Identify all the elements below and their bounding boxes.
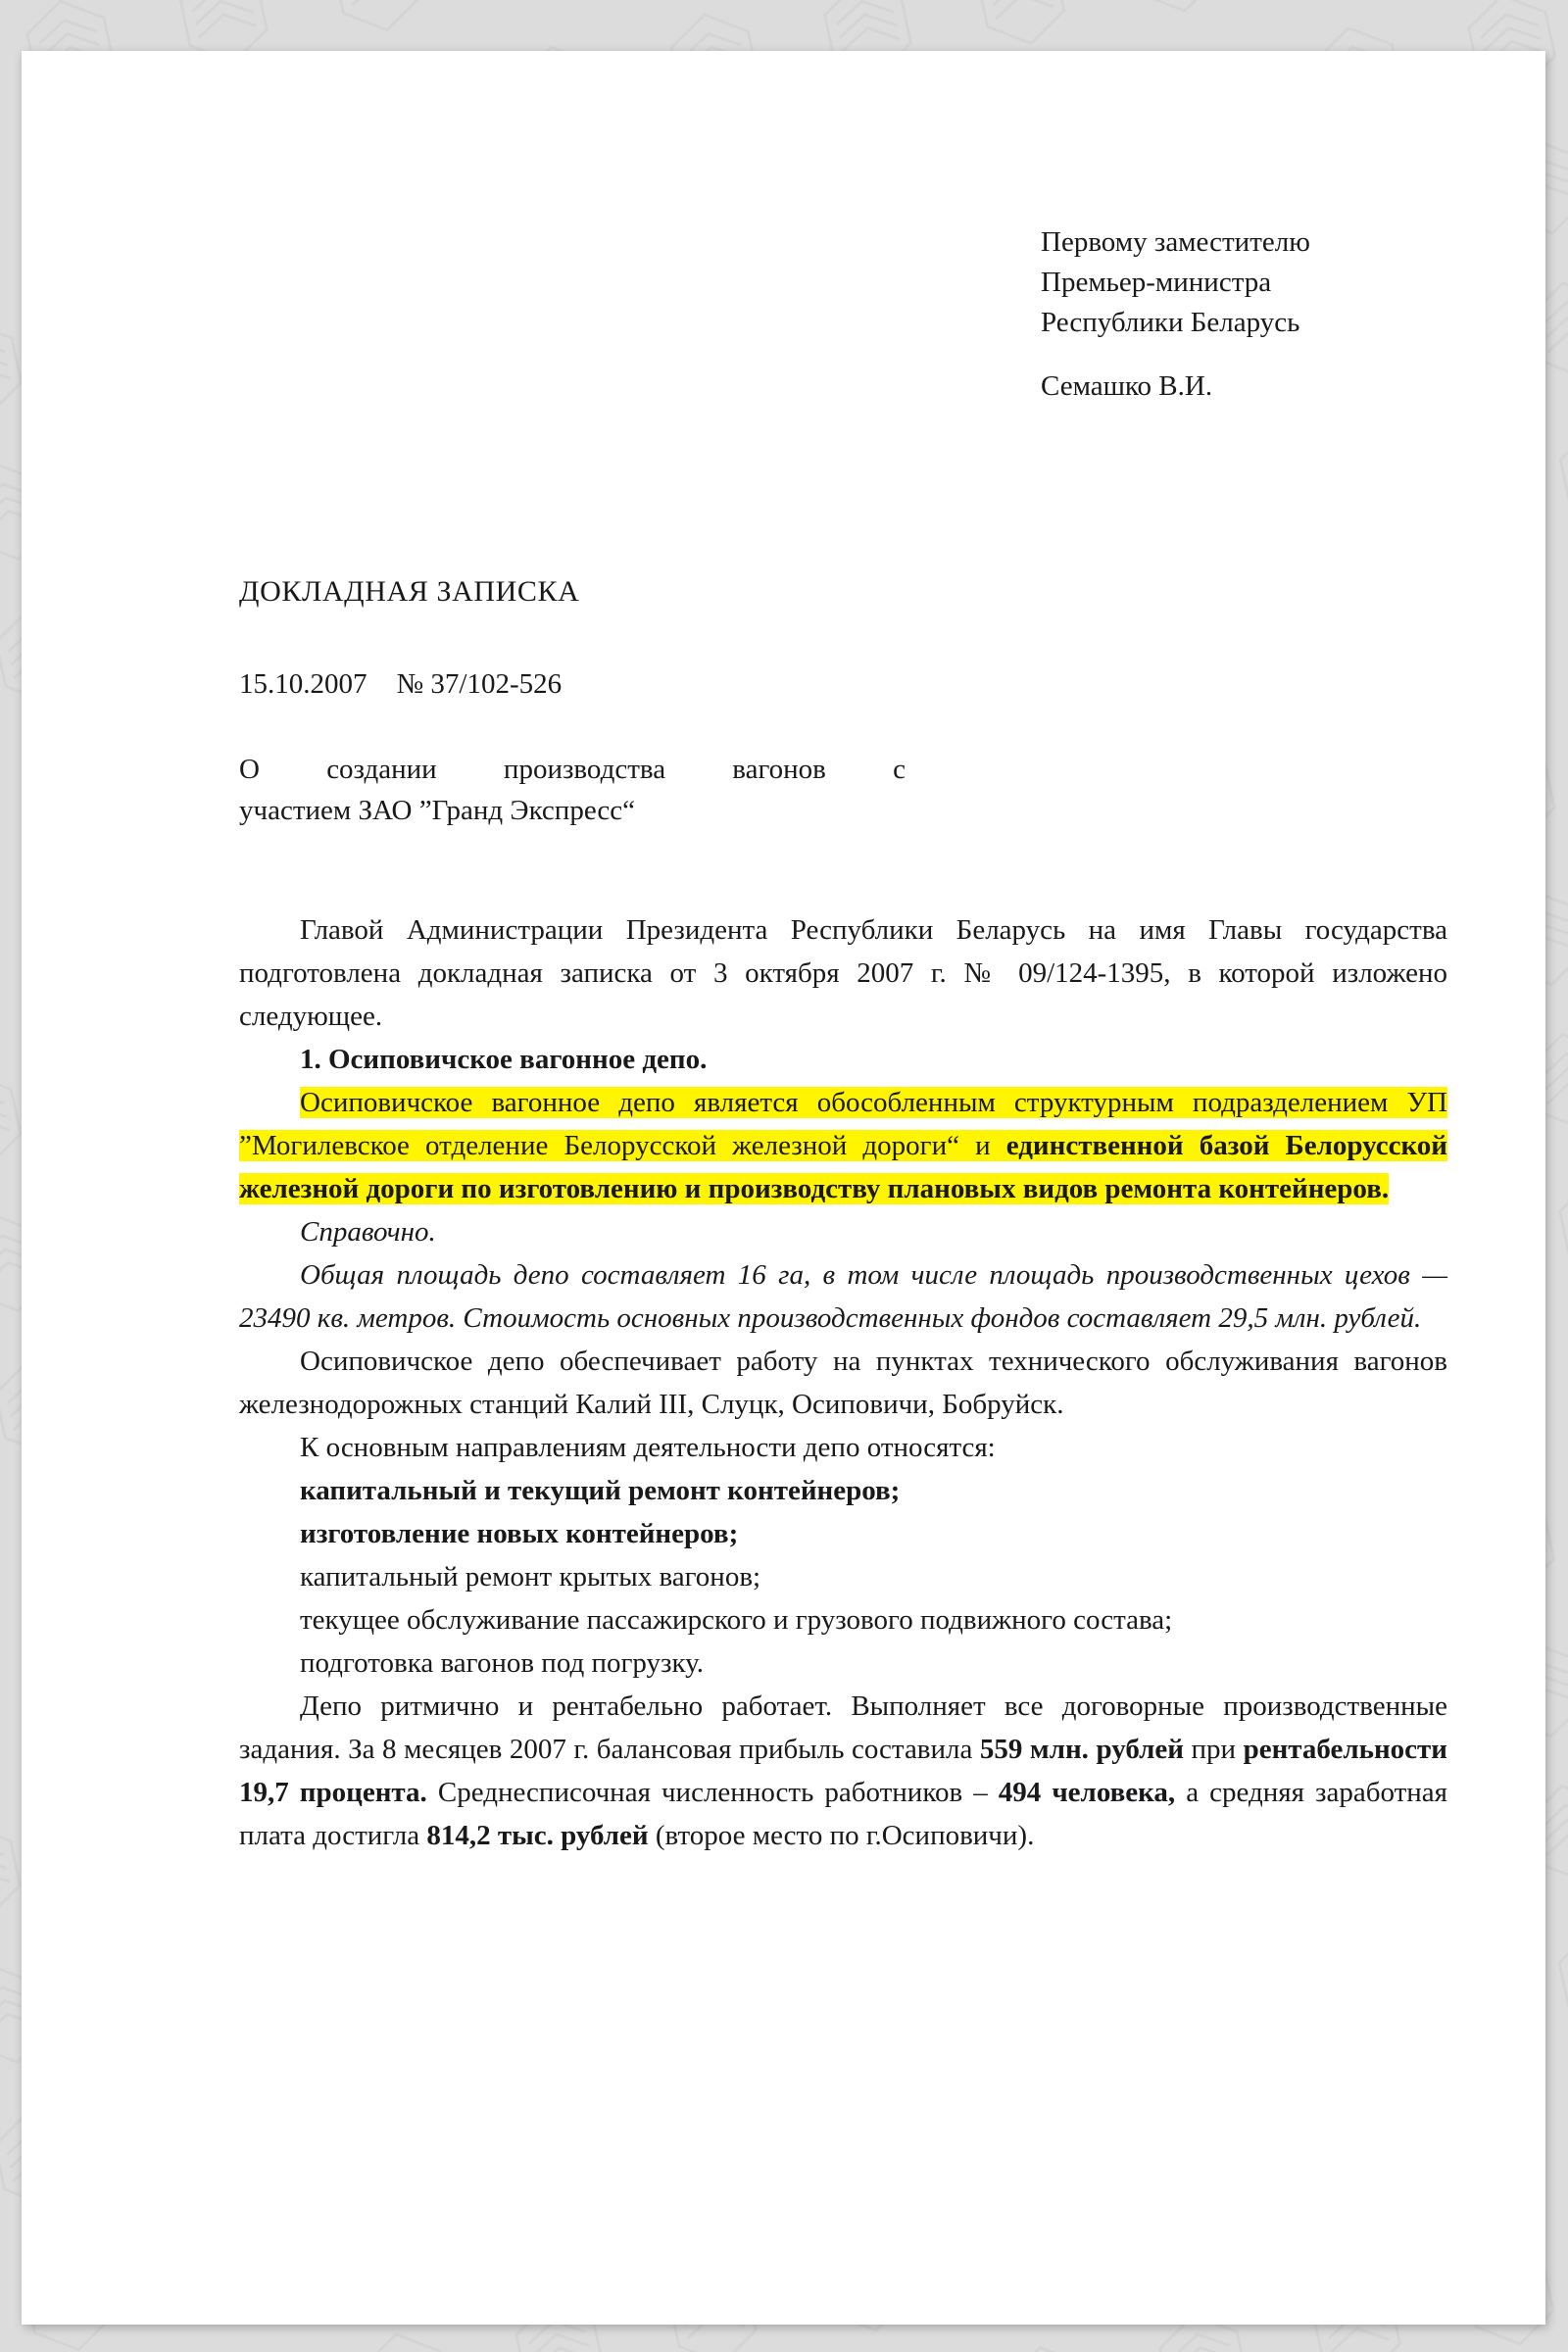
final-profitability-value: рентабельности 19,7 процента. xyxy=(239,1734,1447,1808)
spravochno-label: Справочно. xyxy=(300,1216,436,1248)
final-run-3: Среднесписочная численность работников – xyxy=(426,1777,999,1808)
direction-item-1: капитальный и текущий ремонт контейнеров; xyxy=(300,1475,901,1506)
addressee-line-3: Республики Беларусь xyxy=(1041,307,1300,338)
final-salary-value: 814,2 тыс. рублей xyxy=(426,1820,649,1851)
document-date: 15.10.2007 xyxy=(239,668,368,700)
document-subject-line-1: О создании производства вагонов с xyxy=(239,754,906,785)
final-headcount-value: 494 человека, xyxy=(998,1777,1176,1808)
addressee-line-2: Премьер-министра xyxy=(1041,267,1272,298)
document-text-body xyxy=(22,51,1545,2325)
addressee-line-1: Первому заместителю xyxy=(1041,226,1310,258)
document-subject xyxy=(239,749,906,831)
document-subject-line-2: участием ЗАО ”Гранд Экспресс“ xyxy=(239,795,636,826)
direction-item-5: подготовка вагонов под погрузку. xyxy=(300,1647,705,1679)
final-profit-value: 559 млн. рублей xyxy=(979,1734,1184,1765)
direction-item-4: текущее обслуживание пассажирского и грузового подвижного состава; xyxy=(300,1604,1173,1636)
final-run-2: при xyxy=(1183,1734,1244,1765)
final-run-5: (второе место по г.Осиповичи). xyxy=(648,1820,1035,1851)
document-title: ДОКЛАДНАЯ ЗАПИСКА xyxy=(239,575,580,608)
section-1-heading: 1. Осиповичское вагонное депо. xyxy=(300,1044,708,1075)
highlight-run-normal: Осиповичское вагонное депо является обособленным структурным подразделением УП ”Могилевское отделение Белорусской железной дороги“ и xyxy=(239,1087,1447,1161)
addressee-block xyxy=(1041,222,1501,343)
addressee-name: Семашко В.И. xyxy=(1041,370,1213,402)
highlight-run-bold: единственной базой Белорусской железной дороги по изготовлению и производству плановых видов ремонта контейнеров. xyxy=(239,1130,1447,1204)
document-meta xyxy=(239,663,562,706)
final-run-1: Депо ритмично и рентабельно работает. Выполняет все договорные производственные задания. За 8 месяцев 2007 г. балансовая прибыль составила xyxy=(239,1690,1447,1765)
direction-item-2: изготовление новых контейнеров; xyxy=(300,1518,739,1549)
document-page xyxy=(22,51,1545,2325)
paragraph-highlighted xyxy=(239,1081,1447,1210)
document-number: № 37/102-526 xyxy=(396,668,563,700)
paragraph-spravka: Общая площадь депо составляет 16 га, в том числе площадь производственных цехов — 23490 кв. метров. Стоимость основных производственных фондов составляет 29,5 млн. рублей. xyxy=(239,1259,1447,1334)
paragraph-final xyxy=(239,1685,1447,1857)
document-body xyxy=(239,908,1447,1857)
document-page-inner xyxy=(22,51,1545,2325)
direction-item-3: капитальный ремонт крытых вагонов; xyxy=(300,1561,761,1592)
paragraph-directions-lead: К основным направлениям деятельности депо относятся: xyxy=(300,1432,996,1463)
paragraph-depo-work: Осиповичское депо обеспечивает работу на пунктах технического обслуживания вагонов железнодорожных станций Калий III, Слуцк, Осиповичи, Бобруйск. xyxy=(239,1346,1447,1420)
paragraph-intro: Главой Администрации Президента Республики Беларусь на имя Главы государства подготовлена докладная записка от 3 октября 2007 г. № 09/124-1395, в которой изложено следующее. xyxy=(239,914,1447,1032)
final-run-4: а средняя заработная плата достигла xyxy=(239,1777,1447,1851)
